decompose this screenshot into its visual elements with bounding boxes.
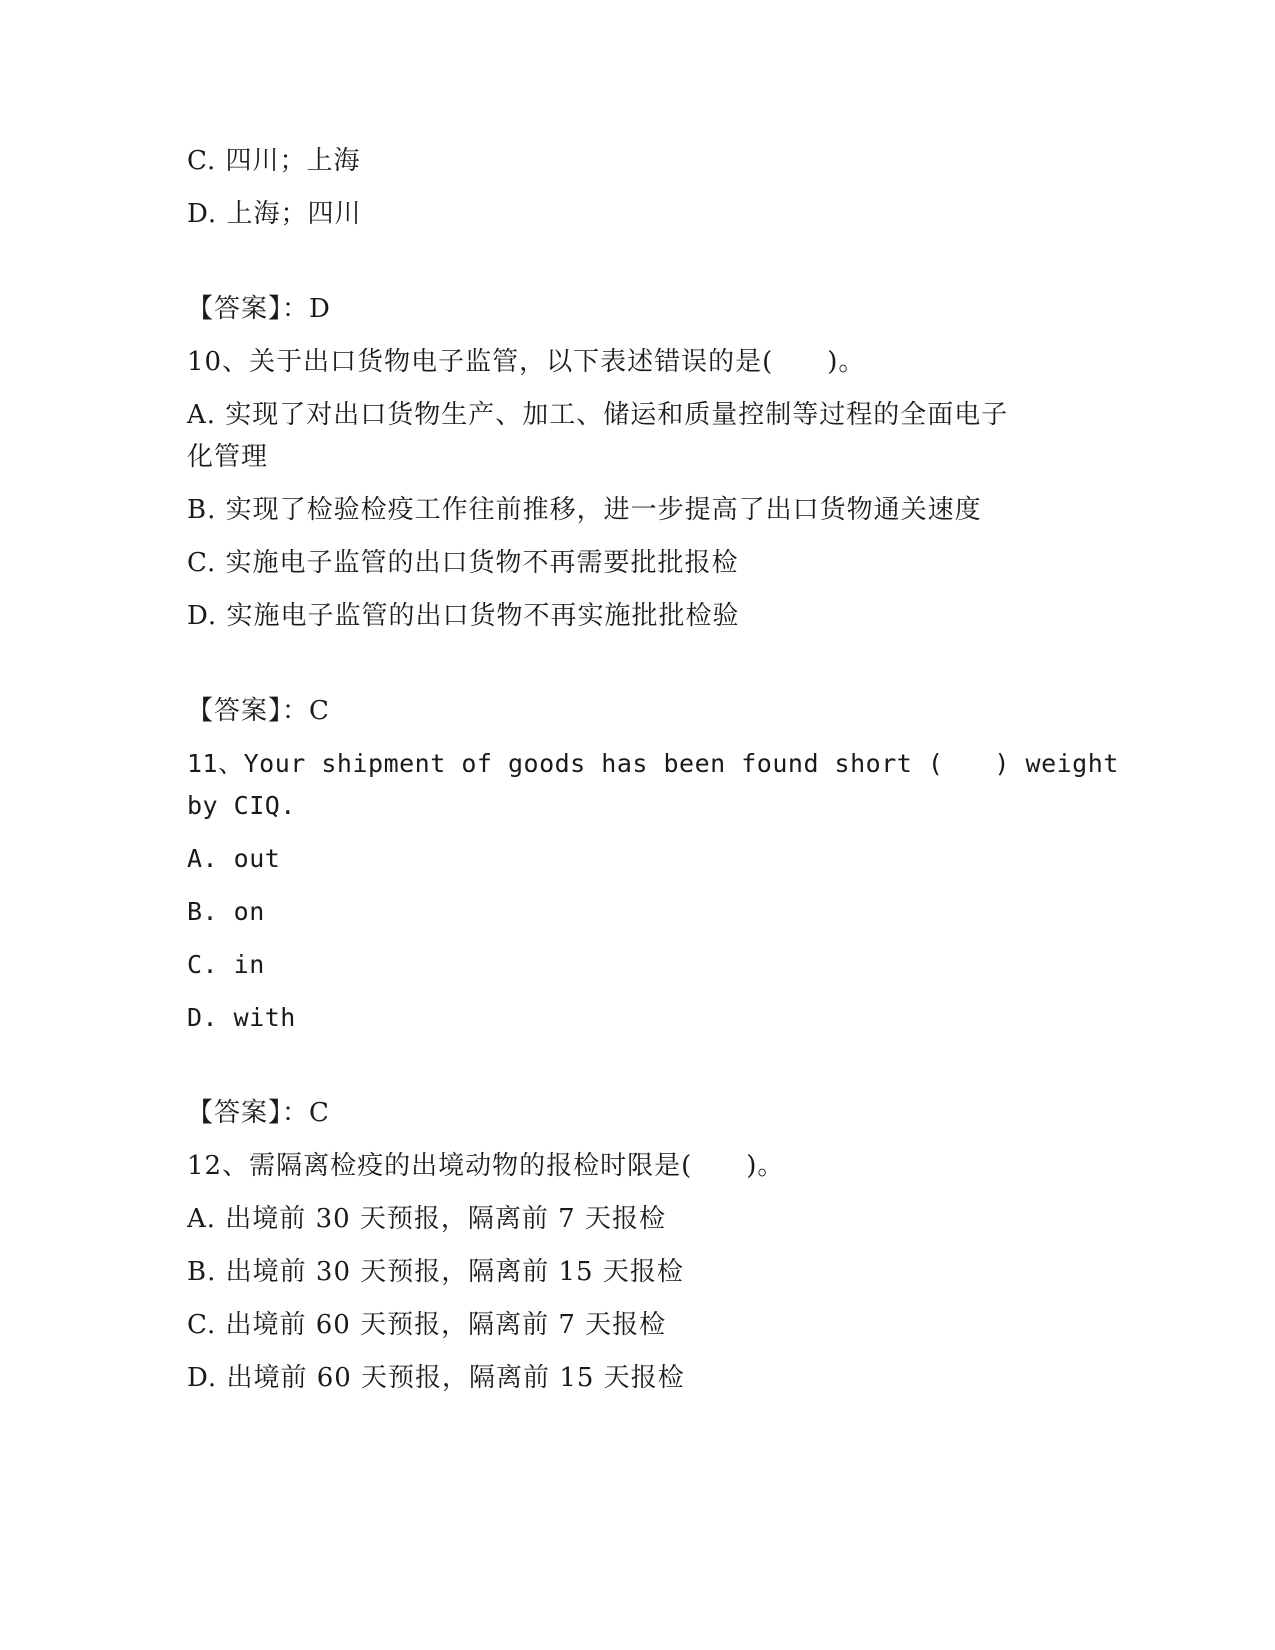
q12-stem: 12、需隔离检疫的出境动物的报检时限是( )。 xyxy=(187,1151,785,1181)
q10-option-a-line2: 化管理 xyxy=(187,442,269,472)
q10-option-b: B. 实现了检验检疫工作往前推移，进一步提高了出口货物通关速度 xyxy=(187,495,982,525)
q12-option-d: D. 出境前 60 天预报，隔离前 15 天报检 xyxy=(187,1363,685,1393)
q11-option-c: C. in xyxy=(187,950,265,979)
q10-stem: 10、关于出口货物电子监管，以下表述错误的是( )。 xyxy=(187,347,866,377)
q9-option-d: D. 上海；四川 xyxy=(187,199,362,229)
q11-stem-line2: by CIQ. xyxy=(187,791,296,820)
q11-option-b: B. on xyxy=(187,897,265,926)
q12-option-b: B. 出境前 30 天预报，隔离前 15 天报检 xyxy=(187,1257,684,1287)
q10-option-a-line1: A. 实现了对出口货物生产、加工、储运和质量控制等过程的全面电子 xyxy=(187,400,1009,430)
q12-option-c: C. 出境前 60 天预报，隔离前 7 天报检 xyxy=(187,1310,667,1340)
q10-option-c: C. 实施电子监管的出口货物不再需要批批报检 xyxy=(187,548,739,578)
q11-option-d: D. with xyxy=(187,1003,296,1032)
q12-option-a: A. 出境前 30 天预报，隔离前 7 天报检 xyxy=(187,1204,666,1234)
q11-option-a: A. out xyxy=(187,844,281,873)
q11-answer: 【答案】：C xyxy=(187,1098,330,1128)
q11-stem-line1: 11、Your shipment of goods has been found short ( ) weight xyxy=(187,749,1119,778)
q9-answer: 【答案】：D xyxy=(187,294,331,324)
q9-option-c: C. 四川；上海 xyxy=(187,146,361,176)
q10-answer: 【答案】：C xyxy=(187,696,330,726)
q10-option-d: D. 实施电子监管的出口货物不再实施批批检验 xyxy=(187,601,740,631)
